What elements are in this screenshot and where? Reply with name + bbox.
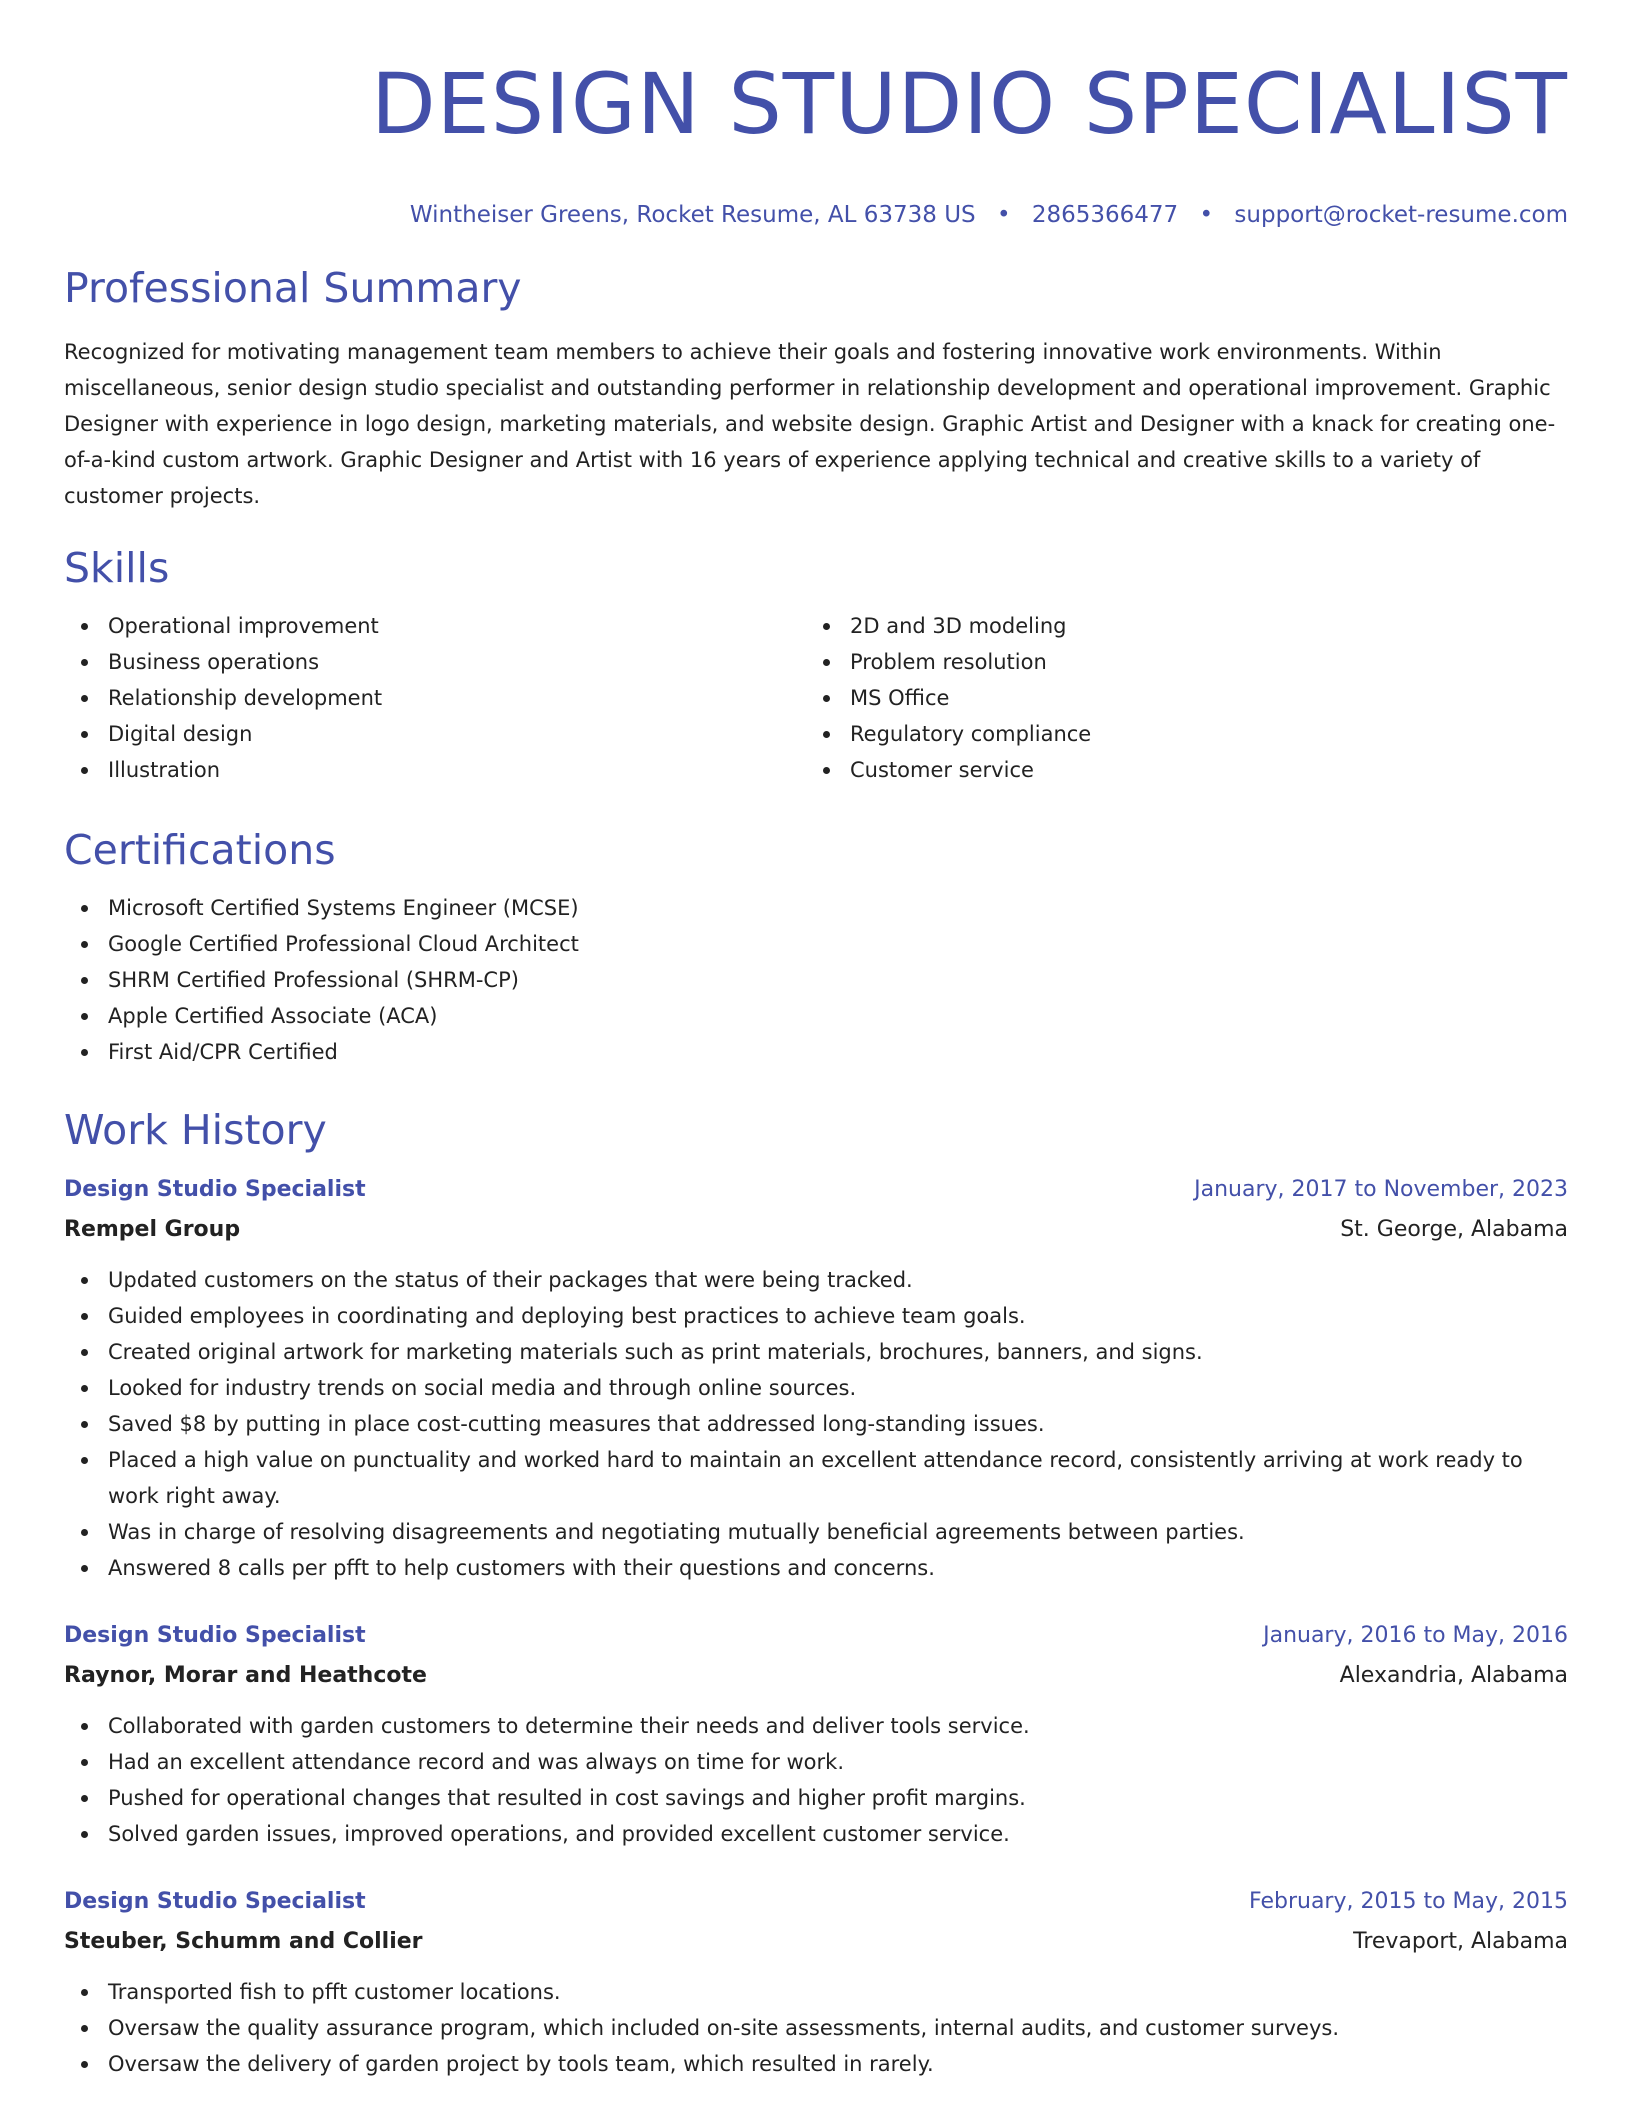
job-dates: February, 2015 to May, 2015: [1249, 1889, 1568, 1914]
summary-heading: Professional Summary: [64, 264, 522, 312]
job-entry: [64, 1616, 1568, 1852]
summary-text: Recognized for motivating management team members to achieve their goals and fostering innovative work environments. Within miscellaneous, senior design studio specialist and outstanding performer in relationship development and operational improvement. Graphic Designer with experience in logo design, marketing materials, and website design. Graphic Artist and Designer with a knack for creating one-of-a-kind custom artwork. Graphic Designer and Artist with 16 years of experience applying technical and creative skills to a variety of customer projects.: [64, 340, 1556, 508]
job-company: Steuber, Schumm and Collier: [64, 1929, 423, 1954]
contact-phone: 2865366477: [1031, 202, 1179, 228]
job-location: St. George, Alabama: [1340, 1217, 1568, 1242]
job-bullets: [64, 1262, 1568, 1586]
job-location: Alexandria, Alabama: [1339, 1663, 1568, 1688]
job-bullet: Answered 8 calls per pfft to help customers with their questions and concerns.: [64, 1550, 1568, 1586]
contact-separator: •: [1199, 202, 1214, 228]
job-bullet: Had an excellent attendance record and was always on time for work.: [64, 1744, 1568, 1780]
skills-list-left: [64, 608, 806, 788]
skills-heading: Skills: [64, 544, 170, 592]
certification-item: SHRM Certified Professional (SHRM-CP): [64, 962, 1568, 998]
job-bullet: Was in charge of resolving disagreements and negotiating mutually beneficial agreements between parties.: [64, 1514, 1568, 1550]
job-company-row: [64, 1922, 1568, 1962]
skills-grid: [64, 608, 1568, 788]
job-title-row: [64, 1170, 1568, 1210]
contact-email[interactable]: support@rocket-resume.com: [1234, 202, 1568, 228]
job-title: Design Studio Specialist: [64, 1889, 366, 1914]
job-title-row: [64, 1616, 1568, 1656]
contact-line: [64, 200, 1568, 230]
job-bullets: [64, 1974, 1568, 2082]
skill-item: Operational improvement: [64, 608, 806, 644]
job-bullet: Oversaw the quality assurance program, which included on-site assessments, internal audits, and customer surveys.: [64, 2010, 1568, 2046]
skill-item: Illustration: [64, 752, 806, 788]
job-entry: [64, 1882, 1568, 2082]
skill-item: Digital design: [64, 716, 806, 752]
job-company: Raynor, Morar and Heathcote: [64, 1663, 427, 1688]
job-bullet: Saved $8 by putting in place cost-cutting measures that addressed long-standing issues.: [64, 1406, 1568, 1442]
job-bullet: Collaborated with garden customers to determine their needs and deliver tools service.: [64, 1708, 1568, 1744]
certification-item: Apple Certified Associate (ACA): [64, 998, 1568, 1034]
contact-address: Wintheiser Greens, Rocket Resume, AL 63738 US: [409, 202, 976, 228]
job-entry: [64, 1170, 1568, 1586]
job-bullet: Solved garden issues, improved operations, and provided excellent customer service.: [64, 1816, 1568, 1852]
job-title: Design Studio Specialist: [64, 1623, 366, 1648]
certification-item: Google Certified Professional Cloud Architect: [64, 926, 1568, 962]
certifications-list: [64, 890, 1568, 1070]
job-bullets: [64, 1708, 1568, 1852]
job-company-row: [64, 1656, 1568, 1696]
job-bullet: Placed a high value on punctuality and worked hard to maintain an excellent attendance record, consistently arriving at work ready to work right away.: [64, 1442, 1568, 1514]
work-history-heading: Work History: [64, 1106, 327, 1154]
job-location: Trevaport, Alabama: [1353, 1929, 1568, 1954]
job-bullet: Pushed for operational changes that resulted in cost savings and higher profit margins.: [64, 1780, 1568, 1816]
skill-item: Customer service: [806, 752, 1568, 788]
skill-item: Problem resolution: [806, 644, 1568, 680]
skill-item: Business operations: [64, 644, 806, 680]
job-title: Design Studio Specialist: [64, 1177, 366, 1202]
skill-item: Regulatory compliance: [806, 716, 1568, 752]
job-company: Rempel Group: [64, 1217, 241, 1242]
skill-item: 2D and 3D modeling: [806, 608, 1568, 644]
job-bullet: Transported fish to pfft customer locations.: [64, 1974, 1568, 2010]
skills-list-right: [806, 608, 1568, 788]
job-dates: January, 2017 to November, 2023: [1194, 1177, 1568, 1202]
resume-title: DESIGN STUDIO SPECIALIST: [370, 55, 1568, 153]
certifications-heading: Certifications: [64, 826, 336, 874]
certification-item: First Aid/CPR Certified: [64, 1034, 1568, 1070]
job-dates: January, 2016 to May, 2016: [1263, 1623, 1568, 1648]
contact-separator: •: [996, 202, 1011, 228]
certification-item: Microsoft Certified Systems Engineer (MCSE): [64, 890, 1568, 926]
job-bullet: Oversaw the delivery of garden project by tools team, which resulted in rarely.: [64, 2046, 1568, 2082]
job-bullet: Created original artwork for marketing materials such as print materials, brochures, banners, and signs.: [64, 1334, 1568, 1370]
job-bullet: Looked for industry trends on social media and through online sources.: [64, 1370, 1568, 1406]
job-title-row: [64, 1882, 1568, 1922]
skill-item: Relationship development: [64, 680, 806, 716]
job-bullet: Guided employees in coordinating and deploying best practices to achieve team goals.: [64, 1298, 1568, 1334]
job-bullet: Updated customers on the status of their packages that were being tracked.: [64, 1262, 1568, 1298]
skill-item: MS Office: [806, 680, 1568, 716]
job-company-row: [64, 1210, 1568, 1250]
